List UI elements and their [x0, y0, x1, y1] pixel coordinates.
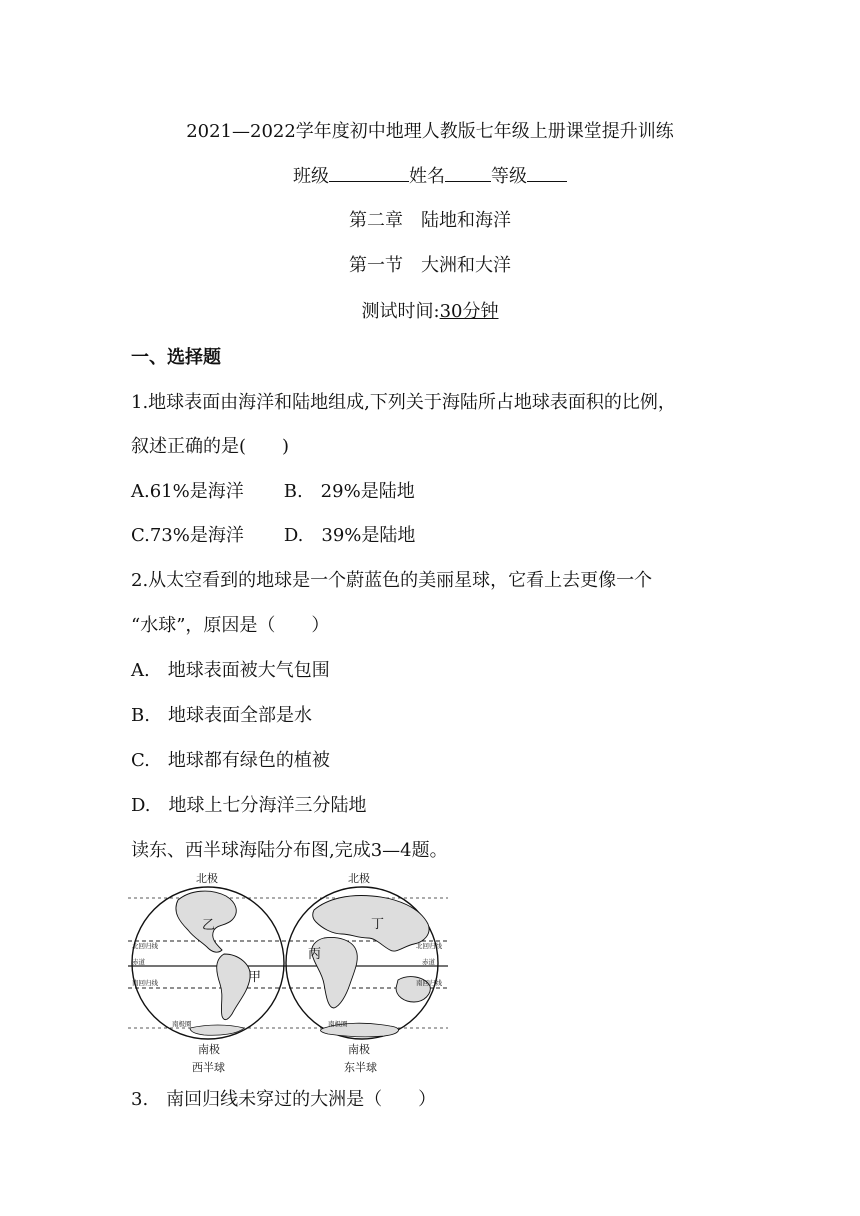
- question-1-option-b[interactable]: B. 29%是陆地: [283, 481, 415, 502]
- question-1-stem-line2: 叙述正确的是( ): [131, 436, 290, 457]
- class-label: 班级: [293, 166, 329, 187]
- chapter-title: 第二章 陆地和海洋: [349, 210, 511, 231]
- section-heading: 一、选择题: [131, 347, 221, 368]
- question-1-option-d[interactable]: D. 39%是陆地: [283, 525, 416, 546]
- hemisphere-map: [128, 868, 448, 1098]
- test-time-label: 测试时间:: [361, 301, 440, 322]
- south-america-shape: [217, 954, 250, 1020]
- test-time-value: 30分钟: [439, 301, 499, 322]
- question-1-options-row1: [131, 477, 415, 503]
- question-2-stem-line1: 2.从太空看到的地球是一个蔚蓝色的美丽星球，它看上去更像一个: [131, 570, 653, 591]
- read-instruction: 读东、西半球海陆分布图,完成3—4题。: [131, 840, 448, 861]
- east-hemisphere-label: 东半球: [344, 1061, 377, 1074]
- question-2-option-c[interactable]: C. 地球都有绿色的植被: [131, 750, 330, 771]
- east-antarctic-circle-label: 南极圈: [328, 1020, 348, 1028]
- west-tropic-cancer-label: 北回归线: [132, 942, 158, 950]
- question-1-option-a[interactable]: A.61%是海洋: [131, 481, 244, 502]
- east-tropic-cancer-label: 北回归线: [416, 942, 442, 950]
- name-label: 姓名: [409, 166, 445, 187]
- document-title: 2021—2022学年度初中地理人教版七年级上册课堂提升训练: [186, 121, 674, 142]
- question-2-option-b[interactable]: B. 地球表面全部是水: [131, 705, 312, 726]
- class-blank[interactable]: [329, 165, 409, 182]
- name-blank[interactable]: [445, 165, 491, 182]
- east-equator-label: 赤道: [422, 958, 435, 966]
- question-2-stem-line2: “水球”，原因是（ ）: [131, 615, 330, 636]
- student-info-line: [0, 162, 860, 188]
- grade-blank[interactable]: [527, 165, 567, 182]
- continent-label-jia: 甲: [248, 970, 262, 985]
- west-south-pole-label: 南极: [198, 1043, 220, 1056]
- west-north-pole-label: 北极: [196, 872, 218, 885]
- question-2-option-d[interactable]: D. 地球上七分海洋三分陆地: [131, 795, 367, 816]
- question-1-options-row2: [131, 521, 415, 547]
- continent-label-yi: 乙: [202, 918, 216, 933]
- grade-label: 等级: [491, 166, 527, 187]
- east-tropic-capricorn-label: 南回归线: [416, 979, 442, 987]
- west-equator-label: 赤道: [132, 958, 145, 966]
- test-time: [0, 297, 860, 323]
- west-hemisphere-label: 西半球: [192, 1061, 225, 1074]
- east-south-pole-label: 南极: [348, 1043, 370, 1056]
- west-antarctic-circle-label: 南极圈: [172, 1020, 192, 1028]
- east-north-pole-label: 北极: [348, 872, 370, 885]
- continent-label-ding: 丁: [371, 917, 385, 932]
- question-2-option-a[interactable]: A. 地球表面被大气包围: [131, 660, 330, 681]
- continent-label-bing: 丙: [308, 947, 322, 962]
- west-tropic-capricorn-label: 南回归线: [132, 979, 158, 987]
- question-1-stem-line1: 1.地球表面由海洋和陆地组成,下列关于海陆所占地球表面积的比例，: [131, 392, 676, 413]
- section-title: 第一节 大洲和大洋: [349, 255, 511, 276]
- question-3-stem: 3. 南回归线未穿过的大洲是（ ）: [131, 1089, 437, 1110]
- question-1-option-c[interactable]: C.73%是海洋: [131, 525, 244, 546]
